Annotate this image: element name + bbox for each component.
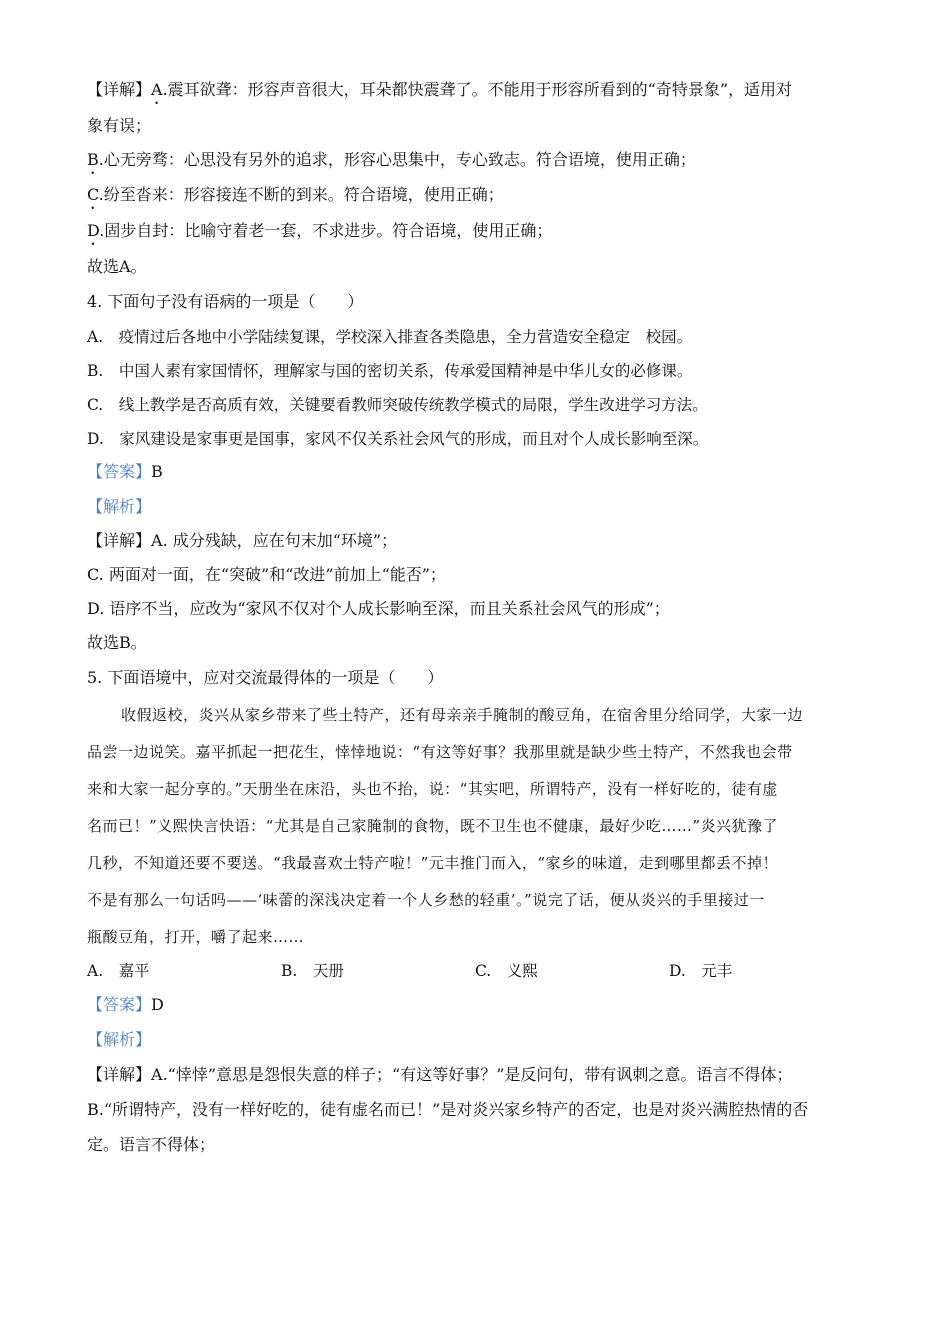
q3-detail-c bbox=[87, 184, 877, 213]
q3-detail-a bbox=[87, 79, 877, 108]
q5-passage-line: 收假返校，炎兴从家乡带来了些土特产，还有母亲亲手腌制的酸豆角，在宿舍里分给同学，大家一边 bbox=[121, 706, 804, 724]
detail-text: 固步自封：比喻守着老一套，不求进步。符合语境，使用正确； bbox=[104, 221, 553, 240]
q3-detail-d bbox=[87, 220, 877, 249]
answer-value: B bbox=[151, 462, 163, 481]
q5-option-a: A. 嘉平 bbox=[87, 962, 150, 980]
answer-label: 【答案】 bbox=[87, 462, 152, 481]
detail-label: 【详解】 bbox=[87, 80, 152, 99]
q4-analysis-label: 【解析】 bbox=[87, 497, 152, 516]
q5-option-b: B. 天册 bbox=[281, 962, 344, 980]
detail-text: 纷至沓来：形容接连不断的到来。符合语境，使用正确； bbox=[103, 185, 504, 204]
detail-text: A.“悻悻”意思是怨恨失意的样子；“有这等好事？”是反问句，带有讽刺之意。语言不得体； bbox=[151, 1065, 793, 1084]
q5-passage-line: 瓶酸豆角，打开，嚼了起来…… bbox=[87, 928, 305, 946]
detail-label: 【详解】 bbox=[87, 1065, 152, 1084]
q3-detail-a-cont: 象有误； bbox=[87, 116, 152, 135]
q4-conclusion: 故选B。 bbox=[87, 633, 147, 652]
q5-passage-line: 品尝一边说笑。嘉平抓起一把花生，悻悻地说：“有这等好事？我那里就是缺少些土特产，不然我也会带 bbox=[87, 743, 793, 761]
answer-label: 【答案】 bbox=[87, 995, 152, 1014]
q5-answer bbox=[87, 994, 877, 1016]
detail-text: A. 成分残缺，应在句末加“环境”； bbox=[151, 531, 398, 550]
q5-passage-line: 名而已！”义熙快言快语：“尤其是自己家腌制的食物，既不卫生也不健康，最好少吃……”炎兴犹豫了 bbox=[87, 817, 779, 835]
q4-option-b: B. 中国人素有家国情怀，理解家与国的密切关系，传承爱国精神是中华儿女的必修课。 bbox=[87, 362, 693, 380]
q5-detail-a bbox=[87, 1064, 877, 1086]
q5-passage-line: 不是有那么一句话吗——‘味蕾的深浅决定着一个人乡愁的轻重’。”说完了话，便从炎兴的手里接过一 bbox=[87, 891, 765, 909]
q4-option-c: C. 线上教学是否高质有效，关键要看教师突破传统教学模式的局限，学生改进学习方法。 bbox=[87, 396, 708, 414]
q4-question: 4. 下面句子没有语病的一项是（ ） bbox=[87, 292, 364, 311]
option-label: C. bbox=[87, 185, 104, 204]
q5-detail-b: B.“所谓特产，没有一样好吃的，徒有虚名而已！”是对炎兴家乡特产的否定，也是对炎兴满腔热情的否 bbox=[87, 1100, 809, 1119]
option-label: A. bbox=[151, 80, 168, 99]
option-label: B. bbox=[87, 150, 104, 169]
q4-detail-d: D. 语序不当，应改为“家风不仅对个人成长影响至深，而且关系社会风气的形成”； bbox=[87, 599, 670, 618]
q4-option-d: D. 家风建设是家事更是国事，家风不仅关系社会风气的形成，而且对个人成长影响至深。 bbox=[87, 430, 709, 448]
q3-detail-b bbox=[87, 149, 877, 178]
detail-text: 震耳欲聋：形容声音很大，耳朵都快震聋了。不能用于形容所看到的“奇特景象”，适用对 bbox=[167, 80, 793, 99]
q5-option-d: D. 元丰 bbox=[669, 962, 733, 980]
detail-label: 【详解】 bbox=[87, 531, 152, 550]
q4-detail-c: C. 两面对一面，在“突破”和“改进”前加上“能否”； bbox=[87, 565, 446, 584]
q5-question: 5. 下面语境中，应对交流最得体的一项是（ ） bbox=[87, 668, 444, 687]
q4-answer bbox=[87, 461, 877, 483]
q3-conclusion: 故选A。 bbox=[87, 257, 147, 276]
q5-passage-line: 来和大家一起分享的。”天册坐在床沿，头也不抬，说：“其实吧，所谓特产，没有一样好吃的，徒有虚 bbox=[87, 780, 778, 798]
answer-value: D bbox=[151, 995, 164, 1014]
detail-text: 心无旁骛：心思没有另外的追求，形容心思集中，专心致志。符合语境，使用正确； bbox=[103, 150, 696, 169]
q5-detail-b-cont: 定。语言不得体； bbox=[87, 1135, 216, 1154]
q4-option-a: A. 疫情过后各地中小学陆续复课，学校深入排查各类隐患，全力营造安全稳定 校园。 bbox=[87, 328, 693, 346]
q5-analysis-label: 【解析】 bbox=[87, 1030, 152, 1049]
q5-passage-line: 几秒，不知道还要不要送。“我最喜欢土特产啦！”元丰推门而入，“家乡的味道，走到哪里都丢不掉！ bbox=[87, 854, 779, 872]
q4-detail-a bbox=[87, 530, 877, 552]
option-label: D. bbox=[87, 221, 105, 240]
q5-options-row bbox=[87, 960, 877, 982]
q5-option-c: C. 义熙 bbox=[475, 962, 538, 980]
